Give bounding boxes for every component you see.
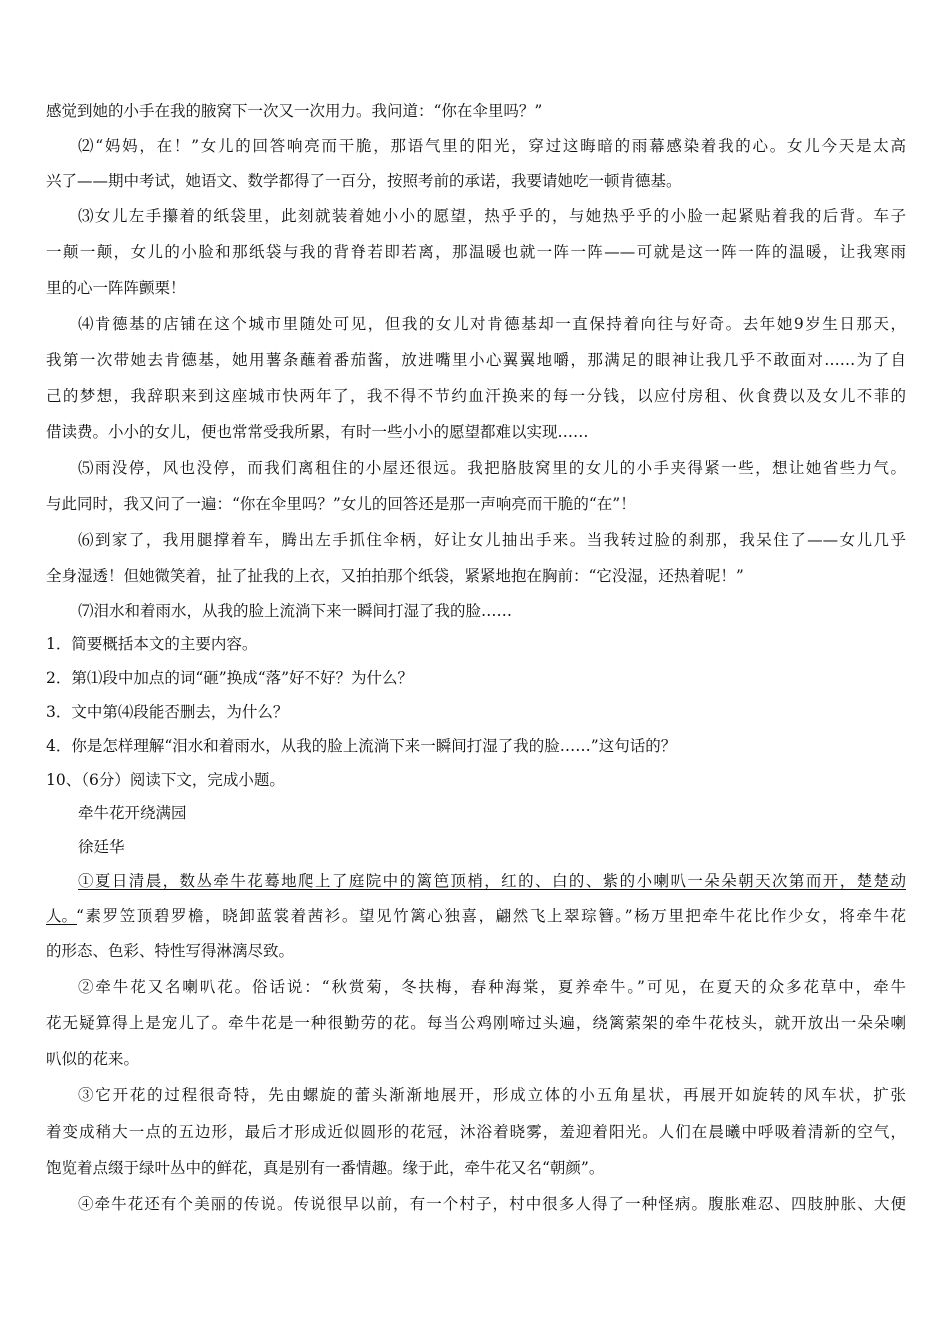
text-line: “素罗笠顶碧罗檐，晓卸蓝裳着茜衫。望见竹篱心独喜，翩然飞上翠琮簪。”杨万里把牵牛花比作少女，将牵牛花	[76, 907, 906, 925]
text-line: 饱览着点缀于绿叶丛中的鲜花，真是别有一番情趣。缘于此，牵牛花又名“朝颜”。	[46, 1159, 605, 1177]
article-author: 徐廷华	[78, 838, 125, 856]
text-line: ⑸雨没停，风也没停，而我们离租住的小屋还很远。我把胳肢窝里的女儿的小手夹得紧一些，想让她省些力气。	[78, 459, 906, 477]
text-line: 己的梦想，我辞职来到这座城市快两年了，我不得不节约血汗换来的每一分钱，以应付房租、伙食费以及女儿不菲的	[46, 387, 906, 405]
text-line: ②牵牛花又名喇叭花。俗话说：“秋赏菊，冬扶梅，春种海棠，夏养牵牛。”可见，在夏天的众多花草中，牵牛	[78, 978, 906, 996]
text-line: ⑵“妈妈，在！”女儿的回答响亮而干脆，那语气里的阳光，穿过这晦暗的雨幕感染着我的心。女儿今天是太高	[78, 137, 906, 155]
text-line: 叭似的花来。	[46, 1050, 140, 1068]
question-4: 4．你是怎样理解“泪水和着雨水，从我的脸上流淌下来一瞬间打湿了我的脸……”这句话的？	[46, 737, 677, 755]
article-title: 牵牛花开绕满园	[78, 804, 187, 822]
text-line: 与此同时，我又问了一遍：“你在伞里吗？”女儿的回答还是那一声响亮而干脆的“在”！	[46, 495, 636, 513]
text-line: ③它开花的过程很奇特，先由螺旋的蕾头渐渐地展开，形成立体的小五角星状，再展开如旋转的风车状，扩张	[78, 1086, 906, 1104]
text-line-underlined: ①夏日清晨，数丛牵牛花蓦地爬上了庭院中的篱笆顶梢，红的、白的、紫的小喇叭一朵朵朝天次第而开，楚楚动	[78, 872, 906, 890]
text-line: ⑹到家了，我用腿撑着车，腾出左手抓住伞柄，好让女儿抽出手来。当我转过脸的刹那，我呆住了——女儿几乎	[78, 531, 906, 549]
section-heading: 10、（6分）阅读下文，完成小题。	[46, 771, 285, 789]
text-line: ④牵牛花还有个美丽的传说。传说很早以前，有一个村子，村中很多人得了一种怪病。腹胀难忍、四肢肿胀、大便	[78, 1195, 906, 1213]
text-line: 着变成稍大一点的五边形，最后才形成近似圆形的花冠，沐浴着晓雾，羞迎着阳光。人们在晨曦中呼吸着清新的空气，	[46, 1123, 906, 1141]
text-line: 感觉到她的小手在我的腋窝下一次又一次用力。我问道：“你在伞里吗？”	[46, 102, 543, 120]
text-line: ⑷肯德基的店铺在这个城市里随处可见，但我的女儿对肯德基却一直保持着向往与好奇。去年她9岁生日那天，	[78, 315, 906, 333]
text-line: 借读费。小小的女儿，便也常常受我所累，有时一些小小的愿望都难以实现……	[46, 423, 589, 441]
text-line: 花无疑算得上是宠儿了。牵牛花是一种很勤劳的花。每当公鸡刚啼过头遍，绕篱萦架的牵牛花枝头，就开放出一朵朵喇	[46, 1014, 906, 1032]
text-line: 兴了——期中考试，她语文、数学都得了一百分，按照考前的承诺，我要请她吃一顿肯德基。	[46, 172, 682, 190]
text-line: 一颠一颠，女儿的小脸和那纸袋与我的背脊若即若离，那温暖也就一阵一阵——可就是这一阵一阵的温暖，让我寒雨	[46, 243, 906, 261]
question-1: 1．简要概括本文的主要内容。	[46, 635, 258, 653]
underlined-fragment: 人。	[46, 907, 78, 925]
question-3: 3．文中第⑷段能否删去，为什么？	[46, 703, 289, 721]
text-line: 的形态、色彩、特性写得淋漓尽致。	[46, 942, 295, 960]
text-line: ⑺泪水和着雨水，从我的脸上流淌下来一瞬间打湿了我的脸……	[78, 602, 513, 620]
text-line: ⑶女儿左手攥着的纸袋里，此刻就装着她小小的愿望，热乎乎的，与她热乎乎的小脸一起紧贴着我的后背。车子	[78, 207, 906, 225]
text-line: 里的心一阵阵颤栗！	[46, 279, 186, 297]
text-line: 我第一次带她去肯德基，她用薯条蘸着番茄酱，放进嘴里小心翼翼地嚼，那满足的眼神让我几乎不敢面对……为了自	[46, 351, 906, 369]
text-line: 全身湿透！但她微笑着，扯了扯我的上衣，又拍拍那个纸袋，紧紧地抱在胸前：“它没湿，还热着呢！”	[46, 567, 744, 585]
question-2: 2．第⑴段中加点的词“砸”换成“落”好不好？为什么？	[46, 669, 414, 687]
